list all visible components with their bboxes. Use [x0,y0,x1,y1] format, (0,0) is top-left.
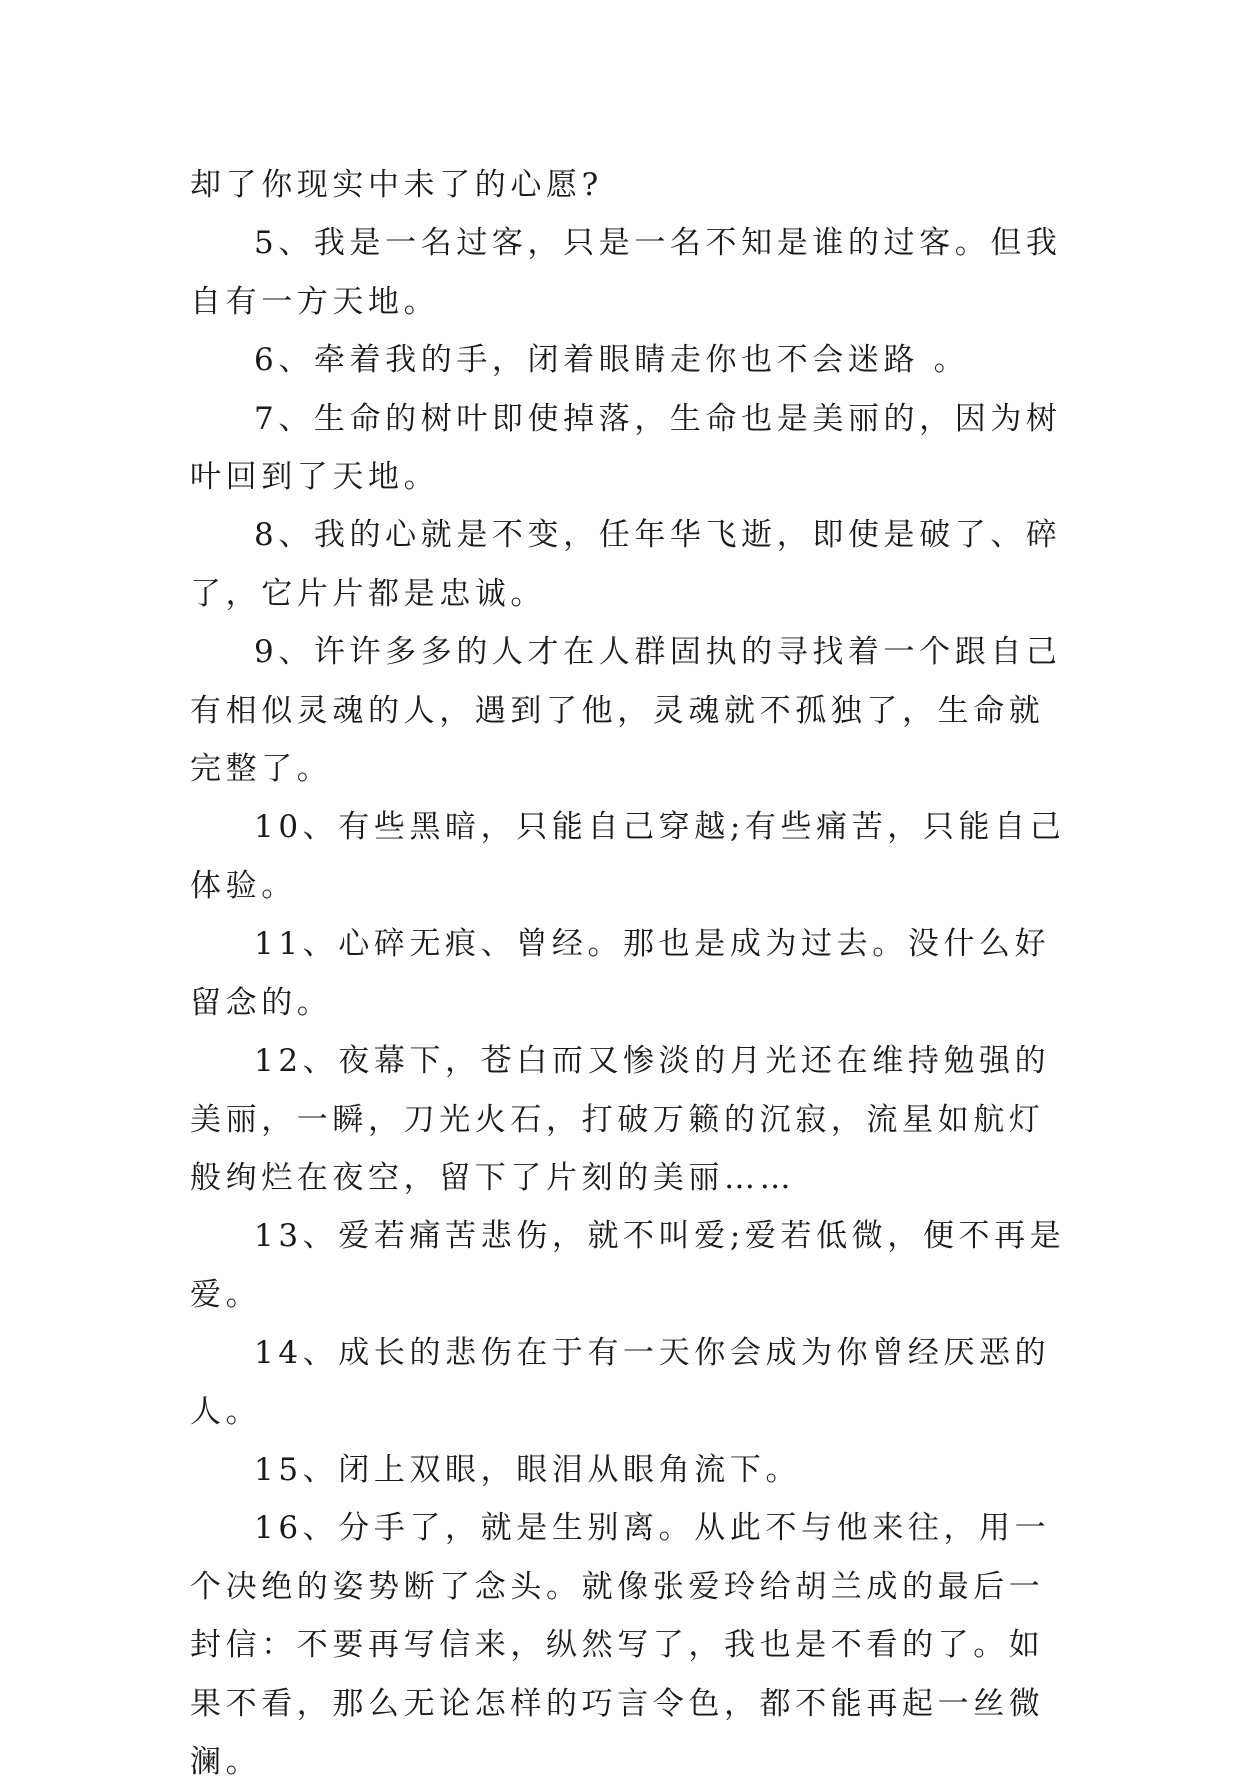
quote-item-13: 13、爱若痛苦悲伤，就不叫爱;爱若低微，便不再是爱。 [190,1218,1066,1313]
quote-item-8: 8、我的心就是不变，任年华飞逝，即使是破了、碎了，它片片都是忠诚。 [190,517,1062,612]
quote-item-14: 14、成长的悲伤在于有一天你会成为你曾经厌恶的人。 [190,1335,1051,1430]
quote-item-5: 5、我是一名过客，只是一名不知是谁的过客。但我自有一方天地。 [190,225,1062,320]
quote-item-12: 12、夜幕下，苍白而又惨淡的月光还在维持勉强的美丽，一瞬，刀光火石，打破万籁的沉寂，流星如航灯般绚烂在夜空，留下了片刻的美丽…… [190,1043,1051,1196]
quote-item-11: 11、心碎无痕、曾经。那也是成为过去。没什么好留念的。 [190,926,1051,1021]
quote-item-10: 10、有些黑暗，只能自己穿越;有些痛苦，只能自己体验。 [190,809,1066,904]
quote-item-15: 15、闭上双眼，眼泪从眼角流下。 [254,1451,802,1488]
quote-item-6: 6、牵着我的手，闭着眼睛走你也不会迷路 。 [254,342,970,379]
document-body [190,156,1070,1791]
paragraph-continuation: 却了你现实中未了的心愿? [190,167,603,203]
quote-item-16: 16、分手了，就是生别离。从此不与他来往，用一个决绝的姿势断了念头。就像张爱玲给胡兰成的最后一封信：不要再写信来，纵然写了，我也是不看的了。如果不看，那么无论怎样的巧言令色，都不能再起一丝微澜。 [190,1510,1051,1780]
quote-item-7: 7、生命的树叶即使掉落，生命也是美丽的，因为树叶回到了天地。 [190,400,1062,496]
quote-item-9: 9、许许多多的人才在人群固执的寻找着一个跟自己有相似灵魂的人，遇到了他，灵魂就不孤独了，生命就完整了。 [190,634,1062,788]
